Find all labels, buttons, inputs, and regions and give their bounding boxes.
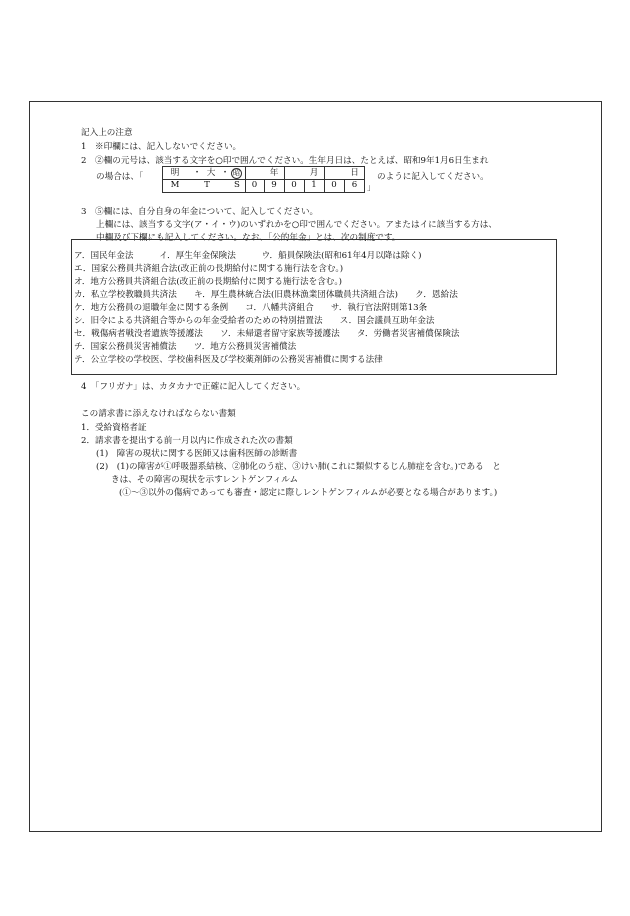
attachments-heading: この請求書に添えなければならない書類 xyxy=(81,409,236,419)
digit-6: 6 xyxy=(351,180,358,190)
attachment-1: 1．受給資格者証 xyxy=(81,423,147,433)
digit-2: 9 xyxy=(271,180,277,190)
digit-1: 0 xyxy=(251,180,258,190)
law-line: セ．戦傷病者戦没者遺族等援護法 ソ．未帰還者留守家族等援護法 タ．労働者災害補償保険法 xyxy=(74,329,460,339)
note-3-line2: 上欄には、該当する文字(ア・イ・ウ)のいずれかを○印で囲んでください。アまたはイに該当する方は、 xyxy=(96,220,497,230)
attachment-2-2-line1: (2) (1)の障害が①呼吸器系結核、②肺化のう症、③けい肺(これに類似するじん肺症を含む。)である と xyxy=(96,462,501,472)
law-line: テ．公立学校の学校医、学校歯科医及び学校薬剤師の公務災害補償に関する法律 xyxy=(74,355,383,365)
note-4: 4 「フリガナ」は、カタカナで正確に記入してください。 xyxy=(81,382,306,392)
digit-5: 0 xyxy=(331,180,337,190)
note-3-line1: 3 ⑤欄には、自分自身の年金について、記入してください。 xyxy=(81,207,319,217)
note-2-line2: の場合は、「 xyxy=(96,172,144,182)
month-label: 月 xyxy=(309,168,319,178)
law-line: ケ．地方公務員の退職年金に関する条例 コ．八幡共済組合 サ．執行官法附則第13条 xyxy=(74,303,428,313)
era-showa-circled: 昭 xyxy=(233,169,240,177)
code-s: S xyxy=(234,180,240,190)
attachment-2-2-line2: きは、その障害の現状を示すレントゲンフィルム xyxy=(111,475,299,485)
digit-3: 0 xyxy=(291,180,297,190)
attachment-2-1: (1) 障害の現状に関する医師又は歯科医師の診断書 xyxy=(96,449,298,459)
law-line: ア．国民年金法 イ．厚生年金保険法 ウ．船員保険法(昭和61年4月以降は除く) xyxy=(74,251,422,261)
year-label: 年 xyxy=(269,168,279,178)
note-3-line3: 中欄及び下欄にも記入してください。なお、「公的年金」とは、次の制度です。 xyxy=(96,233,401,243)
code-t: T xyxy=(204,180,210,190)
code-m: M xyxy=(170,180,180,190)
era-taisho: 大 xyxy=(206,168,216,178)
law-line: シ．旧令による共済組合等からの年金受給者のための特別措置法 ス．国会議員互助年金法 xyxy=(74,316,435,326)
note-2-close: 」 xyxy=(367,183,376,193)
note-2-line2-end: のように記入してください。 xyxy=(377,172,489,182)
era-dot-2: ・ xyxy=(220,168,230,178)
law-line: チ．国家公務員災害補償法 ツ．地方公務員災害補償法 xyxy=(74,342,297,352)
attachment-2: 2．請求書を提出する前一月以内に作成された次の書類 xyxy=(81,436,293,446)
notes-heading: 記入上の注意 xyxy=(81,128,133,138)
example-date-box xyxy=(162,166,365,193)
attachment-2-2-line3: (①～③以外の傷病であっても審査・認定に際しレントゲンフィルムが必要となる場合があります。) xyxy=(119,488,498,498)
era-meiji: 明 xyxy=(170,168,180,178)
law-line: カ．私立学校教職員共済法 キ．厚生農林統合法(旧農林漁業団体職員共済組合法) ク．恩給法 xyxy=(74,290,458,300)
note-1: 1 ※印欄には、記入しないでください。 xyxy=(81,142,242,152)
law-line: エ．国家公務員共済組合法(改正前の長期給付に関する施行法を含む。) xyxy=(74,264,344,274)
digit-4: 1 xyxy=(311,180,317,190)
note-2-line1: 2 ②欄の元号は、該当する文字を○印で囲んでください。生年月日は、たとえば、昭和9年1月6日生まれ xyxy=(81,156,489,166)
era-dot-1: ・ xyxy=(192,168,202,178)
day-label: 日 xyxy=(350,168,359,178)
law-line: オ．地方公務員共済組合法(改正前の長期給付に関する施行法を含む。) xyxy=(74,277,343,287)
